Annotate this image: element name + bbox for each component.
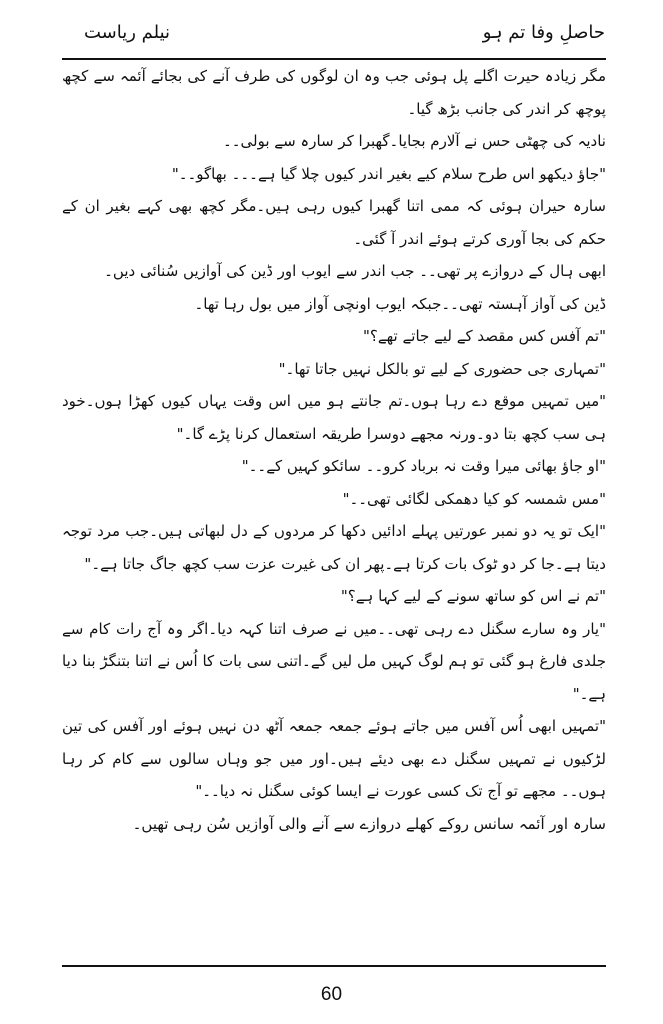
paragraph: "یار وہ سارے سگنل دے رہی تھی۔۔میں نے صرف اتنا کہہ دیا۔اگر وہ آج رات کام سے جلدی فارغ ہو گئی تو ہم لوگ کہیں مل لیں گے۔اتنی سی بات کا اُس نے اتنا بتنگڑ بنا دیا ہے۔" <box>62 619 606 703</box>
paragraph: "تمہیں ابھی اُس آفس میں جاتے ہوئے جمعہ جمعہ آٹھ دن نہیں ہوئے اور آفس کی تین لڑکیوں نے تمہیں سگنل دے بھی دیئے ہیں۔اور میں جو وہاں سالوں سے کام کر رہا ہوں۔۔ مجھے تو آج تک کسی عورت نے ایسا کوئی سگنل نہ دیا۔۔" <box>62 717 606 800</box>
paragraph: "میں تمہیں موقع دے رہا ہوں۔تم جانتے ہو میں اس وقت یہاں کیوں کھڑا ہوں۔خود ہی سب کچھ بتا دو۔ورنہ مجھے دوسرا طریقہ استعمال کرنا پڑے گا۔" <box>62 392 606 443</box>
paragraph: سارہ حیران ہوئی کہ ممی اتنا گھبرا کیوں رہی ہیں۔مگر کچھ بھی کہے بغیر ان کے حکم کی بجا آوری کرتے ہوئے اندر آ گئی۔ <box>62 197 606 248</box>
paragraph: ڈین کی آواز آہستہ تھی۔۔جبکہ ایوب اونچی آواز میں بول رہا تھا۔ <box>194 294 606 313</box>
paragraph: مگر زیادہ حیرت اگلے پل ہوئی جب وہ ان لوگوں کی طرف آنے کی بجائے آئمہ سے کچھ پوچھ کر اندر کی جانب بڑھ گیا۔ <box>62 67 606 118</box>
paragraph: "مس شمسہ کو کیا دھمکی لگائی تھی۔۔" <box>342 489 606 508</box>
footer-rule <box>62 965 606 967</box>
running-header <box>62 18 607 56</box>
paragraph: ابھی ہال کے دروازے پر تھی۔۔ جب اندر سے ایوب اور ڈین کی آوازیں سُنائی دیں۔ <box>104 262 606 280</box>
paragraph: سارہ اور آئمہ سانس روکے کھلے دروازے سے آنے والی آوازیں سُن رہی تھیں۔ <box>132 814 606 833</box>
paragraph: "تم آفس کس مقصد کے لیے جاتے تھے؟" <box>362 327 606 345</box>
book-title: حاصلِ وفا تم ہو <box>482 22 605 43</box>
author-name: نیلم ریاست <box>84 22 171 43</box>
page-number: 60 <box>320 984 343 1005</box>
paragraph: نادیہ کی چھٹی حس نے آلارم بجایا۔گھبرا کر سارہ سے بولی۔۔ <box>222 132 606 150</box>
paragraph: "تم نے اس کو ساتھ سونے کے لیے کہا ہے؟" <box>340 587 606 605</box>
paragraph: "جاؤ دیکھو اس طرح سلام کیے بغیر اندر کیوں چلا گیا ہے۔۔۔ بھاگو۔۔" <box>171 164 606 183</box>
paragraph: "او جاؤ بھائی میرا وقت نہ برباد کرو۔۔ سائکو کہیں کے۔۔" <box>241 457 606 475</box>
paragraph: "تمہاری جی حضوری کے لیے تو بالکل نہیں جاتا تھا۔" <box>278 359 606 378</box>
page-body <box>62 60 606 960</box>
paragraph: "ایک تو یہ دو نمبر عورتیں پہلے ادائیں دکھا کر مردوں کے دل لبھاتی ہیں۔جب مرد توجہ دیتا ہے۔جا کر دو ٹوک بات کرتا ہے۔پھر ان کی غیرت عزت سب کچھ جاگ جاتا ہے۔" <box>62 522 606 573</box>
